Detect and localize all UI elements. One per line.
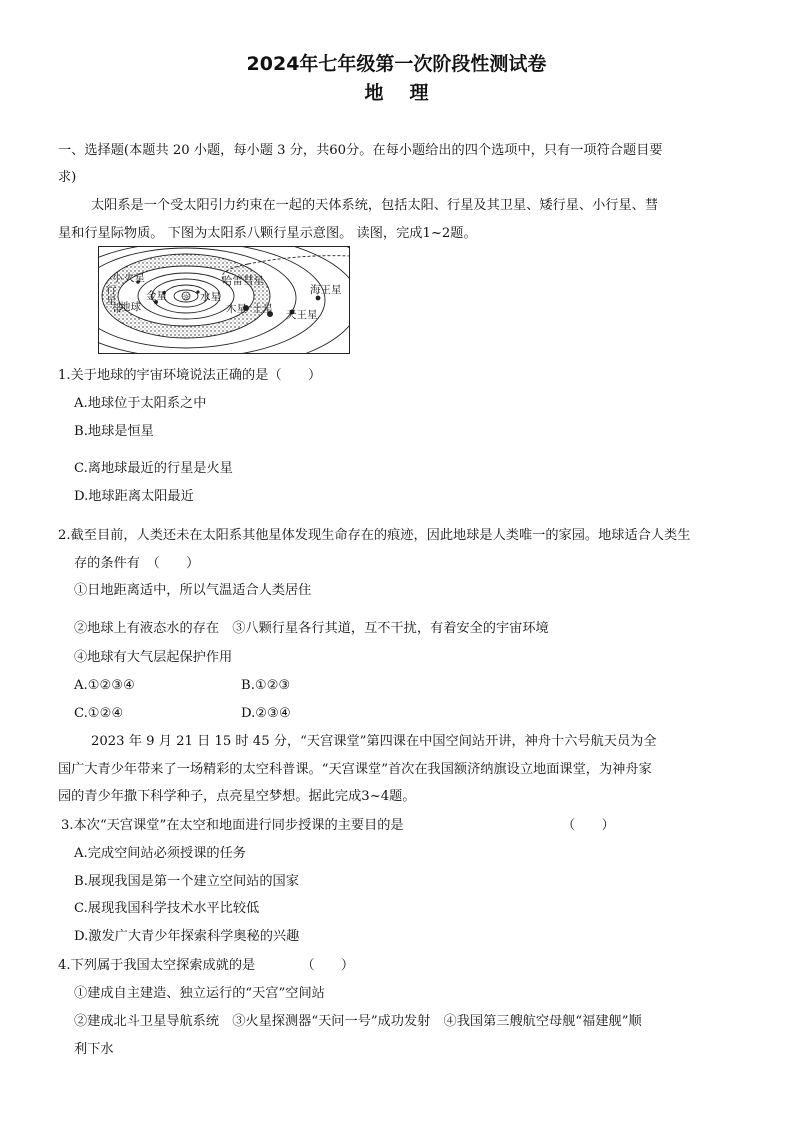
exam-title: 2024年七年级第一次阶段性测试卷 [246, 53, 547, 75]
q1-option-a: A.地球位于太阳系之中 [74, 396, 207, 411]
q2-item-4: ④地球有大气层起保护作用 [74, 650, 233, 665]
label-asteroid-belt-3: 星 [106, 295, 117, 307]
q4-item-4-cont: 利下水 [74, 1042, 114, 1057]
sun-icon: ☼ [182, 293, 191, 303]
label-venus: 金星 [146, 290, 167, 302]
q1-stem: 1.关于地球的宇宙环境说法正确的是（ ） [58, 368, 322, 383]
label-asteroid-belt-4: 带 [112, 303, 123, 315]
q2-stem-line2: 存的条件有 （ ） [74, 556, 200, 571]
label-saturn: 土星 [252, 303, 273, 315]
intro2-line2: 国广大青少年带来了一场精彩的太空科普课。“天宫课堂”首次在我国额济纳旗设立地面课堂，为神舟家 [58, 762, 652, 777]
q3-answer-bracket: （ ） [562, 818, 615, 833]
q3-option-b: B.展现我国是第一个建立空间站的国家 [74, 874, 299, 889]
section-heading-line1: 一、选择题(本题共 20 小题，每小题 3 分，共60分。在每小题给出的四个选项中，只有一项符合题目要 [58, 143, 663, 158]
q4-item-2-4: ②建成北斗卫星导航系统 ③火星探测器“天问一号”成功发射 ④我国第三艘航空母舰“福建舰”顺 [74, 1014, 642, 1029]
q3-option-a: A.完成空间站必须授课的任务 [74, 846, 246, 861]
q4-item-1: ①建成自主建造、独立运行的“天宫”空间站 [74, 986, 325, 1001]
section-heading-line2: 求) [58, 170, 77, 185]
intro2-line1: 2023 年 9 月 21 日 15 时 45 分，“天宫课堂”第四课在中国空间站开讲，神舟十六号航天员为全 [91, 734, 657, 749]
q1-option-c: C.离地球最近的行星是火星 [74, 461, 233, 476]
label-uranus: 天王星 [286, 309, 318, 321]
solar-system-diagram [98, 246, 350, 354]
q1-option-b: B.地球是恒星 [74, 424, 154, 439]
label-asteroid-belt-2: 行 [106, 284, 117, 296]
subject-title: 地理 [364, 82, 455, 104]
q2-stem-line1: 2.截至目前，人类还未在太阳系其他星体发现生命存在的痕迹，因此地球是人类唯一的家园。地球适合人类生 [58, 528, 691, 543]
label-halley-comet: 哈雷彗星 [222, 275, 264, 287]
label-earth: 地球 [120, 301, 141, 313]
intro1-line2: 星和行星际物质。 下图为太阳系八颗行星示意图。 读图，完成1~2题。 [58, 226, 477, 241]
intro1-line1: 太阳系是一个受太阳引力约束在一起的天体系统，包括太阳、行星及其卫星、矮行星、小行星、彗 [91, 198, 659, 213]
intro2-line3: 园的青少年撒下科学种子，点亮星空梦想。据此完成3~4题。 [58, 789, 416, 804]
q3-option-c: C.展现我国科学技术水平比较低 [74, 901, 260, 916]
label-neptune: 海王星 [310, 284, 342, 296]
label-asteroid-belt-1: 小 [112, 272, 123, 284]
q3-stem: 3.本次“天宫课堂”在太空和地面进行同步授课的主要目的是 [61, 818, 404, 833]
q2-option-c: C.①②④ [74, 706, 124, 721]
q2-option-a: A.①②③④ [74, 678, 136, 693]
q3-option-d: D.激发广大青少年探索科学奥秘的兴趣 [74, 929, 300, 944]
q4-stem: 4.下列属于我国太空探索成就的是 （ ） [58, 958, 355, 973]
q1-option-d: D.地球距离太阳最近 [74, 489, 194, 504]
label-mars: 火星 [124, 272, 145, 284]
label-mercury: 水星 [200, 291, 221, 303]
q2-option-d: D.②③④ [241, 706, 291, 721]
q2-option-b: B.①②③ [241, 678, 291, 693]
q2-item-1: ①日地距离适中，所以气温适合人类居住 [74, 583, 312, 598]
q2-item-2-3: ②地球上有液态水的存在 ③八颗行星各行其道，互不干扰，有着安全的宇宙环境 [74, 621, 549, 636]
label-jupiter: 木星 [226, 303, 247, 315]
